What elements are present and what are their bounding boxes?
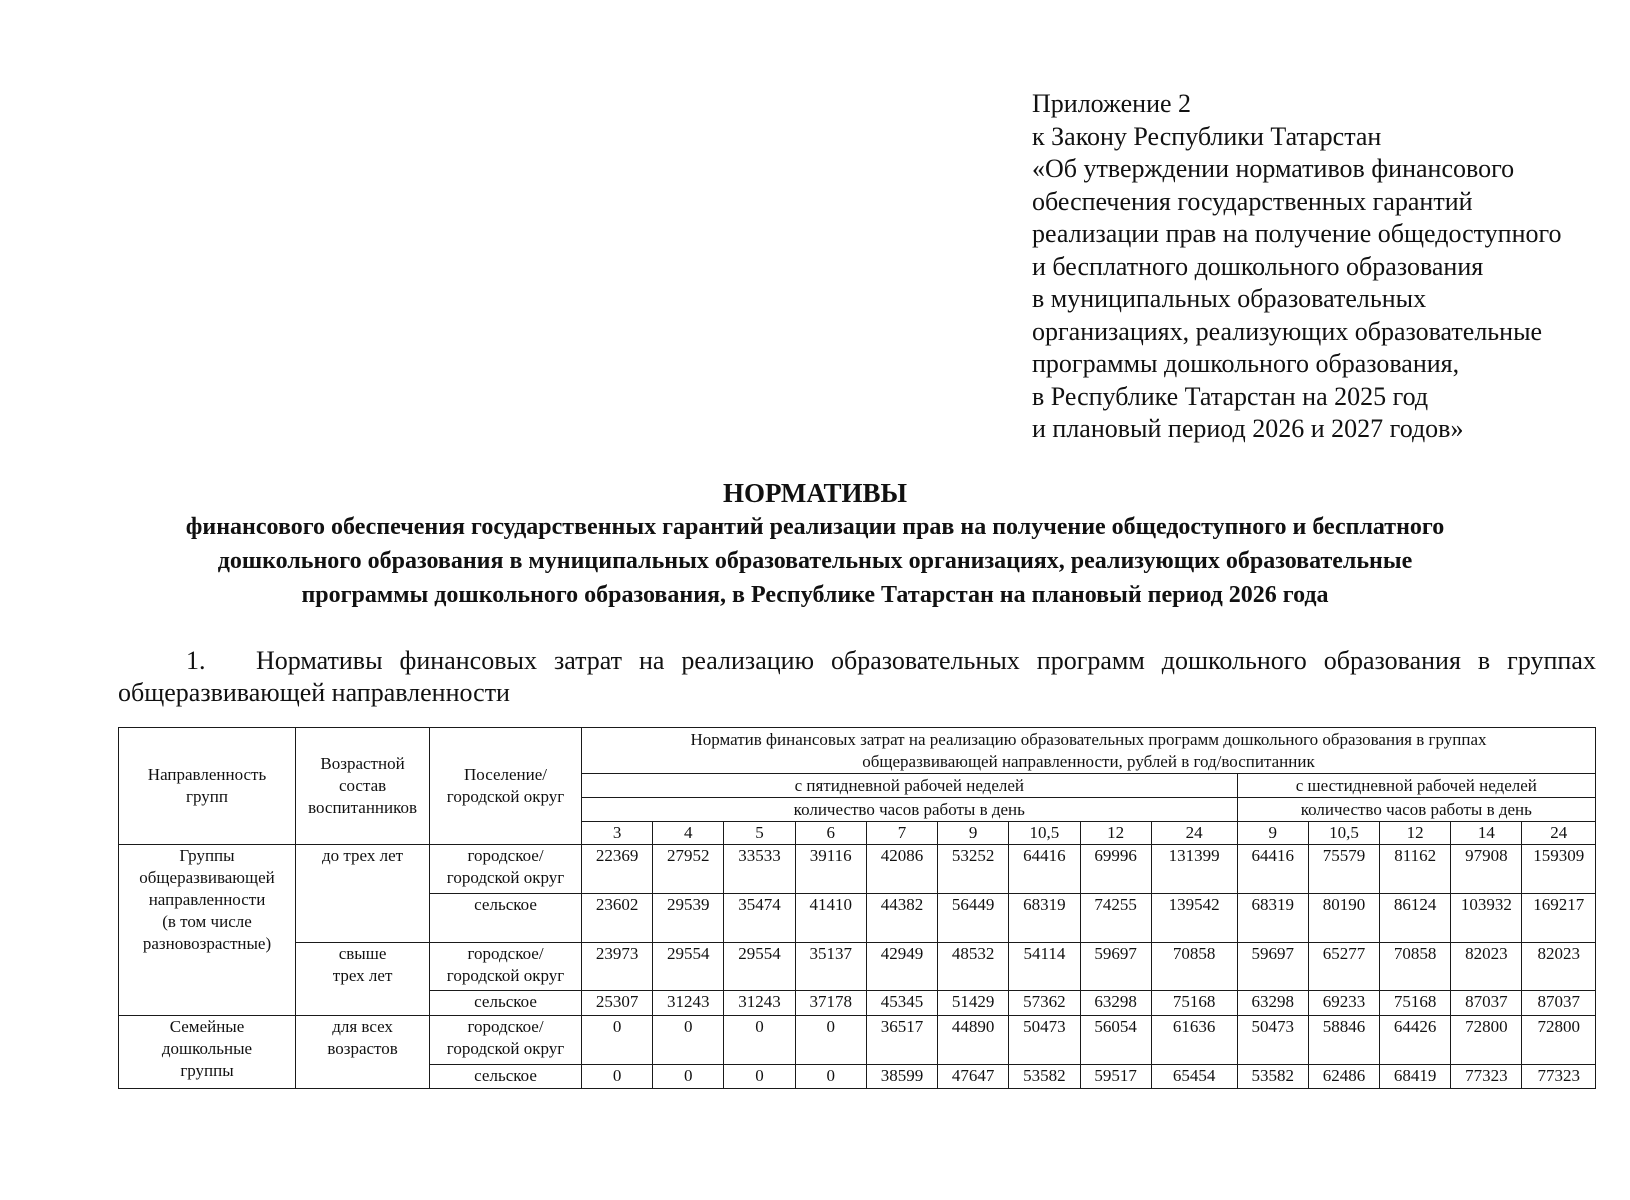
value-cell: 63298 xyxy=(1080,991,1151,1015)
group-age-line: свыше xyxy=(338,943,387,963)
section-word: затрат xyxy=(553,646,622,675)
header-hours-label: количество часов работы в день xyxy=(581,798,1237,822)
group-direction-line: (в том числе xyxy=(162,912,252,931)
settlement-type-line: городское/ xyxy=(467,1016,544,1036)
value-cell: 0 xyxy=(795,1015,866,1064)
value-cell: 87037 xyxy=(1522,991,1596,1015)
table-row xyxy=(119,845,1596,894)
header-hour: 9 xyxy=(1237,822,1308,845)
value-cell: 74255 xyxy=(1080,893,1151,942)
title-subtitle xyxy=(0,510,1630,612)
value-cell: 47647 xyxy=(938,1064,1009,1088)
header-hour: 5 xyxy=(724,822,795,845)
value-cell: 41410 xyxy=(795,893,866,942)
header-normative-line: общеразвивающей направленности, рублей в год/воспитанник xyxy=(862,751,1315,771)
value-cell: 61636 xyxy=(1151,1015,1237,1064)
header-age xyxy=(296,728,430,845)
group-direction-line: направленности xyxy=(148,890,266,909)
group-direction-line: Группы xyxy=(179,846,235,865)
value-cell: 70858 xyxy=(1151,942,1237,991)
group-age-line: до трех лет xyxy=(322,846,404,865)
value-cell: 56449 xyxy=(938,893,1009,942)
value-cell: 70858 xyxy=(1380,942,1451,991)
value-cell: 56054 xyxy=(1080,1015,1151,1064)
title-subline: дошкольного образования в муниципальных образовательных организациях, реализующих образовательные xyxy=(217,548,1413,574)
settlement-type xyxy=(430,1064,582,1088)
value-cell: 131399 xyxy=(1151,845,1237,894)
section-word: финансовых xyxy=(399,646,537,675)
appendix-line: и бесплатного дошкольного образования xyxy=(1032,251,1484,281)
value-cell: 29539 xyxy=(653,893,724,942)
value-cell: 59697 xyxy=(1237,942,1308,991)
value-cell: 31243 xyxy=(724,991,795,1015)
value-cell: 35137 xyxy=(795,942,866,991)
settlement-type xyxy=(430,991,582,1015)
settlement-type-line: городской округ xyxy=(446,965,565,985)
header-normative-line: Норматив финансовых затрат на реализацию образовательных программ дошкольного образования в группах xyxy=(690,729,1487,749)
appendix-line: в муниципальных образовательных xyxy=(1032,284,1427,313)
header-settlement-line: городской округ xyxy=(446,787,565,806)
group-direction-line: группы xyxy=(180,1060,234,1080)
group-direction-line: дошкольные xyxy=(161,1038,253,1058)
value-cell: 59697 xyxy=(1080,942,1151,991)
header-direction-line: групп xyxy=(186,787,228,806)
group-age-line: трех лет xyxy=(332,965,393,985)
table-row xyxy=(119,942,1596,991)
value-cell: 0 xyxy=(581,1064,652,1088)
value-cell: 0 xyxy=(724,1064,795,1088)
header-normative xyxy=(581,728,1595,774)
header-hour: 3 xyxy=(581,822,652,845)
value-cell: 72800 xyxy=(1451,1015,1522,1064)
appendix-line: Приложение 2 xyxy=(1032,89,1192,118)
title-main: НОРМАТИВЫ xyxy=(722,478,908,508)
settlement-type-line: городское/ xyxy=(467,943,544,963)
section-word: реализацию xyxy=(681,646,814,675)
appendix-line: к Закону Республики Татарстан xyxy=(1032,121,1382,151)
value-cell: 51429 xyxy=(938,991,1009,1015)
header-hour: 12 xyxy=(1380,822,1451,845)
header-five-day: с пятидневной рабочей неделей xyxy=(581,774,1237,798)
value-cell: 0 xyxy=(795,1064,866,1088)
header-hour: 9 xyxy=(938,822,1009,845)
value-cell: 42949 xyxy=(866,942,937,991)
value-cell: 87037 xyxy=(1451,991,1522,1015)
value-cell: 50473 xyxy=(1009,1015,1080,1064)
value-cell: 53582 xyxy=(1009,1064,1080,1088)
appendix-line: организациях, реализующих образовательные xyxy=(1032,316,1543,346)
value-cell: 63298 xyxy=(1237,991,1308,1015)
value-cell: 29554 xyxy=(653,942,724,991)
value-cell: 77323 xyxy=(1522,1064,1596,1088)
header-hours-label: количество часов работы в день xyxy=(1237,798,1595,822)
section-word: образования xyxy=(1323,646,1461,675)
value-cell: 37178 xyxy=(795,991,866,1015)
value-cell: 82023 xyxy=(1522,942,1596,991)
settlement-type xyxy=(430,1015,582,1064)
settlement-type xyxy=(430,845,582,894)
header-hour: 10,5 xyxy=(1009,822,1080,845)
value-cell: 0 xyxy=(724,1015,795,1064)
settlement-type-line: сельское xyxy=(474,1065,537,1085)
value-cell: 23602 xyxy=(581,893,652,942)
header-direction-line: Направленность xyxy=(147,765,267,784)
section-word: в xyxy=(1477,646,1491,675)
value-cell: 25307 xyxy=(581,991,652,1015)
value-cell: 75168 xyxy=(1380,991,1451,1015)
value-cell: 33533 xyxy=(724,845,795,894)
section-word: программ xyxy=(1036,646,1145,675)
title-subline: программы дошкольного образования, в Республике Татарстан на плановый период 2026 года xyxy=(301,582,1329,608)
value-cell: 69233 xyxy=(1308,991,1379,1015)
value-cell: 53252 xyxy=(938,845,1009,894)
value-cell: 45345 xyxy=(866,991,937,1015)
title-subline: финансового обеспечения государственных гарантий реализации прав на получение общедоступного и бесплатного xyxy=(185,514,1445,540)
group-age-line: для всех xyxy=(332,1016,393,1036)
value-cell: 62486 xyxy=(1308,1064,1379,1088)
value-cell: 69996 xyxy=(1080,845,1151,894)
normatives-table xyxy=(118,727,1596,1089)
value-cell: 169217 xyxy=(1522,893,1596,942)
appendix-line: «Об утверждении нормативов финансового xyxy=(1032,154,1515,183)
value-cell: 22369 xyxy=(581,845,652,894)
value-cell: 86124 xyxy=(1380,893,1451,942)
section-heading-line1 xyxy=(118,645,1596,677)
header-settlement xyxy=(430,728,582,845)
header-direction xyxy=(119,728,296,845)
value-cell: 36517 xyxy=(866,1015,937,1064)
value-cell: 65277 xyxy=(1308,942,1379,991)
group-age xyxy=(296,1015,430,1088)
appendix-line: в Республике Татарстан на 2025 год xyxy=(1032,381,1429,411)
value-cell: 80190 xyxy=(1308,893,1379,942)
header-hour: 24 xyxy=(1151,822,1237,845)
value-cell: 38599 xyxy=(866,1064,937,1088)
section-word: группах xyxy=(1507,646,1596,675)
header-hour: 14 xyxy=(1451,822,1522,845)
table-row xyxy=(119,1015,1596,1064)
value-cell: 65454 xyxy=(1151,1064,1237,1088)
header-age-line: воспитанников xyxy=(308,798,418,817)
value-cell: 77323 xyxy=(1451,1064,1522,1088)
settlement-type-line: городской округ xyxy=(446,868,565,887)
group-direction-line: общеразвивающей xyxy=(139,868,275,887)
appendix-line: реализации прав на получение общедоступного xyxy=(1032,219,1562,248)
section-word: дошкольного xyxy=(1161,646,1307,675)
appendix-line: и плановый период 2026 и 2027 годов» xyxy=(1032,414,1464,443)
header-six-day: с шестидневной рабочей неделей xyxy=(1237,774,1595,798)
value-cell: 68419 xyxy=(1380,1064,1451,1088)
section-heading xyxy=(118,645,1596,709)
section-word: на xyxy=(638,646,665,675)
appendix-line: программы дошкольного образования, xyxy=(1032,349,1460,378)
group-age xyxy=(296,845,430,943)
value-cell: 42086 xyxy=(866,845,937,894)
settlement-type-line: городской округ xyxy=(446,1038,565,1058)
group-direction-line: Семейные xyxy=(169,1016,245,1036)
settlement-type-line: сельское xyxy=(474,894,537,914)
value-cell: 64426 xyxy=(1380,1015,1451,1064)
value-cell: 39116 xyxy=(795,845,866,894)
value-cell: 23973 xyxy=(581,942,652,991)
header-settlement-line: Поселение/ xyxy=(464,765,548,784)
value-cell: 58846 xyxy=(1308,1015,1379,1064)
value-cell: 48532 xyxy=(938,942,1009,991)
header-hour: 4 xyxy=(653,822,724,845)
value-cell: 97908 xyxy=(1451,845,1522,894)
value-cell: 75168 xyxy=(1151,991,1237,1015)
value-cell: 64416 xyxy=(1237,845,1308,894)
value-cell: 0 xyxy=(653,1064,724,1088)
appendix-block xyxy=(1032,88,1612,446)
header-hour: 7 xyxy=(866,822,937,845)
header-hour: 12 xyxy=(1080,822,1151,845)
settlement-type xyxy=(430,893,582,942)
value-cell: 44890 xyxy=(938,1015,1009,1064)
value-cell: 159309 xyxy=(1522,845,1596,894)
value-cell: 35474 xyxy=(724,893,795,942)
header-hour: 6 xyxy=(795,822,866,845)
value-cell: 68319 xyxy=(1009,893,1080,942)
value-cell: 54114 xyxy=(1009,942,1080,991)
section-heading-line2: общеразвивающей направленности xyxy=(118,678,510,707)
settlement-type-line: городское/ xyxy=(467,846,544,865)
section-first-word-group xyxy=(186,645,383,677)
value-cell: 139542 xyxy=(1151,893,1237,942)
section-number: 1. xyxy=(186,646,206,675)
value-cell: 68319 xyxy=(1237,893,1308,942)
header-hour: 24 xyxy=(1522,822,1596,845)
value-cell: 72800 xyxy=(1522,1015,1596,1064)
section-word: образовательных xyxy=(830,646,1020,675)
appendix-line: обеспечения государственных гарантий xyxy=(1032,186,1473,216)
value-cell: 57362 xyxy=(1009,991,1080,1015)
group-direction-line: разновозрастные) xyxy=(142,934,272,953)
value-cell: 50473 xyxy=(1237,1015,1308,1064)
value-cell: 82023 xyxy=(1451,942,1522,991)
document-title xyxy=(0,476,1630,612)
section-word: Нормативы xyxy=(256,646,383,675)
settlement-type xyxy=(430,942,582,991)
value-cell: 53582 xyxy=(1237,1064,1308,1088)
group-direction xyxy=(119,845,296,1016)
header-hour: 10,5 xyxy=(1308,822,1379,845)
value-cell: 81162 xyxy=(1380,845,1451,894)
group-age xyxy=(296,942,430,1015)
group-direction xyxy=(119,1015,296,1088)
value-cell: 44382 xyxy=(866,893,937,942)
value-cell: 0 xyxy=(581,1015,652,1064)
settlement-type-line: сельское xyxy=(474,992,537,1012)
value-cell: 27952 xyxy=(653,845,724,894)
value-cell: 75579 xyxy=(1308,845,1379,894)
value-cell: 31243 xyxy=(653,991,724,1015)
group-age-line: возрастов xyxy=(327,1038,398,1058)
header-age-line: Возрастной xyxy=(320,754,405,773)
value-cell: 29554 xyxy=(724,942,795,991)
header-age-line: состав xyxy=(338,776,387,795)
value-cell: 0 xyxy=(653,1015,724,1064)
value-cell: 103932 xyxy=(1451,893,1522,942)
value-cell: 64416 xyxy=(1009,845,1080,894)
value-cell: 59517 xyxy=(1080,1064,1151,1088)
